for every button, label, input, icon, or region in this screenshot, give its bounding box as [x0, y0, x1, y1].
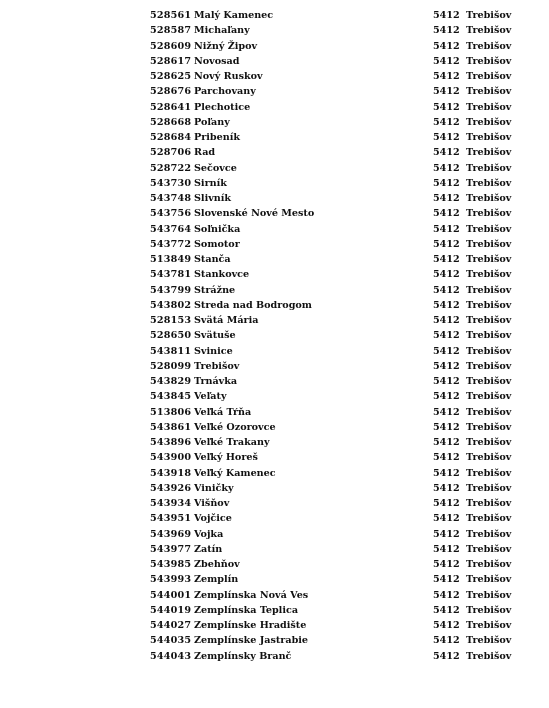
district-name: Trebišov: [466, 543, 512, 555]
district-name: Trebišov: [466, 55, 512, 67]
table-row: [150, 572, 520, 587]
table-row: [150, 588, 520, 603]
municipality-name: Svätá Mária: [194, 315, 259, 326]
district-code: 5412: [433, 467, 460, 479]
district-code: 5412: [433, 391, 460, 403]
table-row: [150, 557, 520, 572]
district-code: 5412: [433, 299, 460, 311]
district-name: Trebišov: [466, 574, 512, 586]
municipality-code: 528722: [150, 162, 192, 174]
table-row: [150, 130, 520, 145]
municipality-code: 543730: [150, 177, 192, 189]
district-code: 5412: [433, 345, 460, 357]
municipality-code: 513806: [150, 406, 192, 418]
table-row: [150, 23, 520, 38]
municipality-code: 544019: [150, 604, 192, 616]
table-row: [150, 161, 520, 176]
table-row: [150, 466, 520, 481]
district-name: Trebišov: [466, 101, 512, 113]
table-row: [150, 191, 520, 206]
district-name: Trebišov: [466, 315, 512, 326]
district-code: 5412: [433, 162, 460, 174]
table-row: [150, 405, 520, 420]
district-name: Trebišov: [466, 269, 512, 281]
municipality-code: 513849: [150, 254, 192, 265]
district-code: 5412: [433, 421, 460, 433]
table-row: [150, 298, 520, 313]
municipality-name: Veľká Tŕňa: [194, 406, 252, 418]
table-row: [150, 359, 520, 374]
district-code: 5412: [433, 10, 460, 21]
municipality-name: Plechotice: [194, 101, 251, 113]
table-row: [150, 542, 520, 557]
municipality-code: 528625: [150, 71, 192, 82]
municipality-code: 543829: [150, 376, 192, 387]
municipality-code: 543985: [150, 559, 192, 570]
district-name: Trebišov: [466, 116, 512, 128]
table-row: [150, 435, 520, 450]
table-row: [150, 649, 520, 664]
table-row: [150, 450, 520, 465]
table-row: [150, 389, 520, 404]
table-row: [150, 222, 520, 237]
municipality-name: Veľké Trakany: [194, 437, 270, 448]
district-code: 5412: [433, 543, 460, 555]
municipality-name: Nižný Žipov: [194, 40, 258, 52]
district-code: 5412: [433, 177, 460, 189]
district-name: Trebišov: [466, 528, 512, 540]
district-name: Trebišov: [466, 437, 512, 448]
district-name: Trebišov: [466, 498, 512, 509]
table-row: [150, 115, 520, 130]
district-code: 5412: [433, 376, 460, 387]
district-name: Trebišov: [466, 345, 512, 357]
municipality-name: Zatín: [194, 543, 223, 555]
district-code: 5412: [433, 238, 460, 250]
table-row: [150, 374, 520, 389]
table-row: [150, 481, 520, 496]
municipality-code: 543845: [150, 391, 192, 403]
municipality-code: 543926: [150, 482, 192, 494]
district-code: 5412: [433, 589, 460, 601]
district-code: 5412: [433, 452, 460, 464]
district-name: Trebišov: [466, 604, 512, 616]
municipality-code: 543951: [150, 513, 192, 525]
municipality-code: 528609: [150, 40, 192, 52]
district-code: 5412: [433, 55, 460, 67]
municipality-code: 543811: [150, 345, 192, 357]
municipality-name: Zemplínske Jastrabie: [194, 635, 309, 647]
district-name: Trebišov: [466, 650, 512, 662]
district-code: 5412: [433, 528, 460, 540]
district-code: 5412: [433, 193, 460, 204]
district-name: Trebišov: [466, 360, 512, 372]
district-code: 5412: [433, 254, 460, 265]
district-name: Trebišov: [466, 132, 512, 143]
district-name: Trebišov: [466, 376, 512, 387]
municipality-name: Nový Ruskov: [194, 71, 263, 82]
table-row: [150, 618, 520, 633]
municipality-name: Rad: [194, 147, 216, 159]
municipality-name: Viničky: [194, 482, 234, 494]
table-row: [150, 39, 520, 54]
municipality-name: Višňov: [194, 498, 230, 509]
municipality-code: 543756: [150, 208, 192, 220]
municipality-name: Zemplínsky Branč: [194, 650, 292, 662]
municipality-name: Slovenské Nové Mesto: [194, 208, 315, 220]
municipality-name: Veľké Ozorovce: [194, 421, 276, 433]
municipality-name: Pribeník: [194, 132, 240, 143]
table-row: [150, 603, 520, 618]
municipality-code: 543934: [150, 498, 192, 509]
district-name: Trebišov: [466, 177, 512, 189]
district-name: Trebišov: [466, 10, 512, 21]
district-name: Trebišov: [466, 162, 512, 174]
district-name: Trebišov: [466, 391, 512, 403]
district-code: 5412: [433, 116, 460, 128]
district-name: Trebišov: [466, 284, 512, 296]
municipality-code: 543799: [150, 284, 192, 296]
district-code: 5412: [433, 40, 460, 52]
municipality-name: Zemplínske Hradište: [194, 620, 307, 631]
municipality-name: Parchovany: [194, 86, 256, 98]
municipality-code: 544001: [150, 589, 192, 601]
municipality-name: Streda nad Bodrogom: [194, 299, 312, 311]
municipality-code: 543772: [150, 238, 192, 250]
table-row: [150, 267, 520, 282]
municipality-code: 543764: [150, 223, 192, 235]
district-name: Trebišov: [466, 330, 512, 342]
district-code: 5412: [433, 284, 460, 296]
district-code: 5412: [433, 315, 460, 326]
municipality-code: 543977: [150, 543, 192, 555]
district-code: 5412: [433, 559, 460, 570]
district-code: 5412: [433, 498, 460, 509]
municipality-name: Zemplín: [194, 574, 239, 586]
district-code: 5412: [433, 604, 460, 616]
district-name: Trebišov: [466, 25, 512, 37]
district-name: Trebišov: [466, 406, 512, 418]
municipality-code: 543900: [150, 452, 192, 464]
district-name: Trebišov: [466, 589, 512, 601]
district-name: Trebišov: [466, 193, 512, 204]
district-code: 5412: [433, 620, 460, 631]
district-name: Trebišov: [466, 635, 512, 647]
district-code: 5412: [433, 269, 460, 281]
table-row: [150, 313, 520, 328]
table-row: [150, 206, 520, 221]
municipality-code: 528668: [150, 116, 192, 128]
municipality-code: 528617: [150, 55, 192, 67]
municipality-code: 528684: [150, 132, 192, 143]
table-row: [150, 328, 520, 343]
municipality-name: Novosad: [194, 55, 240, 67]
table-row: [150, 527, 520, 542]
district-name: Trebišov: [466, 208, 512, 220]
district-code: 5412: [433, 406, 460, 418]
municipality-code: 544043: [150, 650, 192, 662]
municipality-code: 544027: [150, 620, 192, 631]
municipality-name: Sečovce: [194, 162, 237, 174]
district-code: 5412: [433, 437, 460, 448]
municipality-code: 528561: [150, 10, 192, 21]
municipality-code: 544035: [150, 635, 192, 647]
municipality-code: 543781: [150, 269, 192, 281]
district-code: 5412: [433, 635, 460, 647]
district-code: 5412: [433, 71, 460, 82]
municipality-name: Trebišov: [194, 360, 240, 372]
district-code: 5412: [433, 25, 460, 37]
district-code: 5412: [433, 650, 460, 662]
table-row: [150, 252, 520, 267]
table-row: [150, 54, 520, 69]
municipality-name: Svätuše: [194, 330, 236, 342]
district-name: Trebišov: [466, 467, 512, 479]
district-code: 5412: [433, 132, 460, 143]
municipality-name: Zemplínska Nová Ves: [194, 589, 309, 601]
district-code: 5412: [433, 101, 460, 113]
municipality-code: 528641: [150, 101, 192, 113]
municipality-name: Svinice: [194, 345, 233, 357]
table-row: [150, 69, 520, 84]
municipality-code: 543802: [150, 299, 192, 311]
table-row: [150, 344, 520, 359]
municipality-code: 543896: [150, 437, 192, 448]
district-name: Trebišov: [466, 86, 512, 98]
municipality-code: 528706: [150, 147, 192, 159]
table-row: [150, 84, 520, 99]
municipality-name: Stankovce: [194, 269, 250, 281]
municipality-name: Veľký Horeš: [194, 452, 258, 464]
district-name: Trebišov: [466, 223, 512, 235]
municipality-name: Slivník: [194, 193, 232, 204]
district-code: 5412: [433, 147, 460, 159]
district-code: 5412: [433, 208, 460, 220]
district-name: Trebišov: [466, 147, 512, 159]
district-name: Trebišov: [466, 40, 512, 52]
district-code: 5412: [433, 86, 460, 98]
municipality-code: 543918: [150, 467, 192, 479]
district-code: 5412: [433, 513, 460, 525]
district-name: Trebišov: [466, 238, 512, 250]
municipality-name: Vojka: [194, 528, 224, 540]
municipality-name: Zemplínska Teplica: [194, 604, 299, 616]
municipality-name: Poľany: [194, 116, 230, 128]
district-code: 5412: [433, 330, 460, 342]
municipality-name: Trnávka: [194, 376, 238, 387]
district-code: 5412: [433, 223, 460, 235]
municipality-name: Veľký Kamenec: [194, 467, 276, 479]
municipality-name: Malý Kamenec: [194, 10, 274, 21]
municipality-code: 528587: [150, 25, 192, 37]
municipality-code: 543969: [150, 528, 192, 540]
municipality-name: Vojčice: [194, 513, 232, 525]
district-name: Trebišov: [466, 254, 512, 265]
table-row: [150, 496, 520, 511]
table-row: [150, 145, 520, 160]
table-row: [150, 633, 520, 648]
municipality-name: Soľnička: [194, 223, 241, 235]
table-row: [150, 100, 520, 115]
district-name: Trebišov: [466, 299, 512, 311]
district-name: Trebišov: [466, 559, 512, 570]
municipality-code: 528153: [150, 315, 192, 326]
table-row: [150, 176, 520, 191]
municipality-code: 528099: [150, 360, 192, 372]
table-row: [150, 237, 520, 252]
district-name: Trebišov: [466, 482, 512, 494]
municipality-code: 543748: [150, 193, 192, 204]
municipality-name: Zbehňov: [194, 559, 240, 570]
municipality-name: Sirník: [194, 177, 227, 189]
municipality-code: 543993: [150, 574, 192, 586]
municipality-name: Veľaty: [194, 391, 227, 403]
table-row: [150, 420, 520, 435]
municipality-name: Strážne: [194, 284, 236, 296]
table-row: [150, 283, 520, 298]
municipality-name: Somotor: [194, 238, 240, 250]
district-name: Trebišov: [466, 452, 512, 464]
table-row: [150, 511, 520, 526]
district-code: 5412: [433, 574, 460, 586]
municipality-code: 543861: [150, 421, 192, 433]
district-name: Trebišov: [466, 421, 512, 433]
table-row: [150, 8, 520, 23]
municipality-name: Stanča: [194, 254, 231, 265]
district-code: 5412: [433, 482, 460, 494]
municipality-code: 528676: [150, 86, 192, 98]
district-code: 5412: [433, 360, 460, 372]
district-name: Trebišov: [466, 71, 512, 82]
municipality-table: [150, 8, 520, 664]
municipality-name: Michaľany: [194, 25, 250, 37]
district-name: Trebišov: [466, 620, 512, 631]
district-name: Trebišov: [466, 513, 512, 525]
municipality-code: 528650: [150, 330, 192, 342]
